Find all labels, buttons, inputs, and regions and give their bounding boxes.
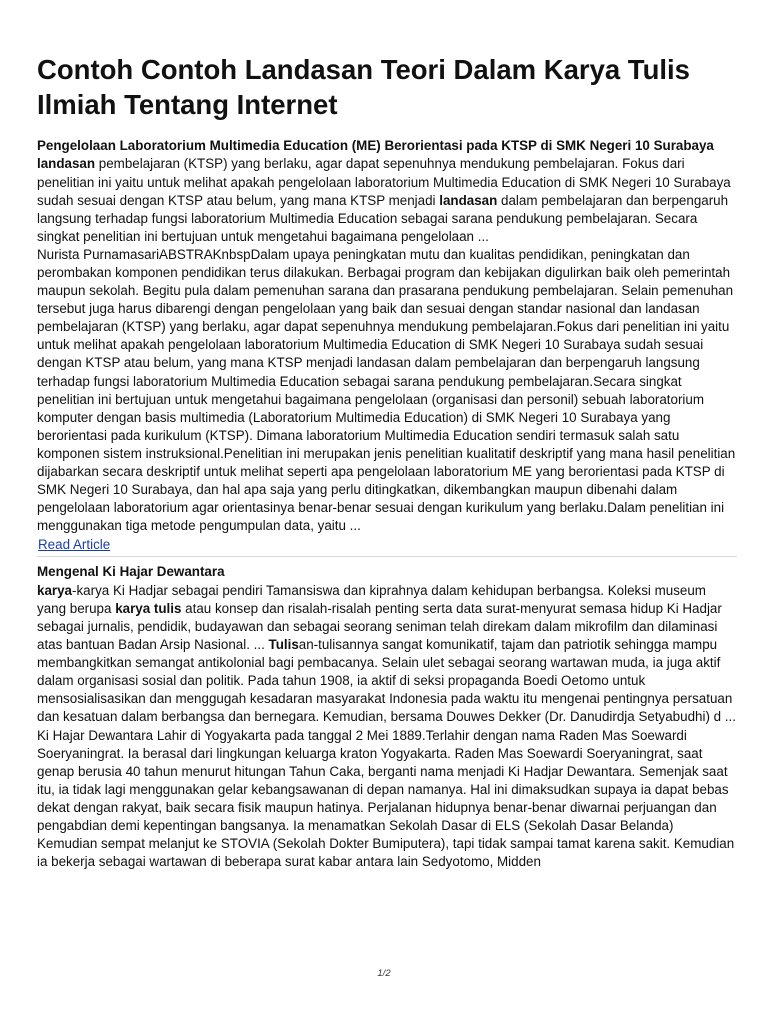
snippet-text: -karya Ki Hadjar sebagai pendiri Tamansiswa dan kiprahnya dalam kehidupan berbangsa. Koleksi museum yang berupa: [37, 582, 706, 616]
page-number: 1/2: [377, 968, 391, 979]
article-divider: [37, 556, 737, 557]
article-snippet: [37, 582, 737, 727]
article-ki-hajar: [37, 563, 737, 871]
document-page: [37, 52, 737, 871]
highlight-term: karya tulis: [115, 600, 182, 616]
page-title: Contoh Contoh Landasan Teori Dalam Karya Tulis Ilmiah Tentang Internet: [37, 54, 690, 120]
snippet-text: atau konsep dan risalah-risalah penting serta data surat-menyurat semasa hidup Ki Hadjar sebagai jurnalis, pendidik, budayawan dan sebagai seorang seniman telah direkam dalam mikrofilm dan dilaminasi atas bantuan Badan Arsip Nasional. ...: [37, 600, 722, 653]
highlight-term: landasan: [37, 156, 96, 172]
highlight-term: karya: [37, 582, 73, 598]
snippet-text: an-tulisannya sangat komunikatif, tajam dan patriotik sehingga mampu membangkitkan semangat antikolonial bagi pembacanya. Selain ulet sebagai seorang wartawan muda, ia juga aktif dalam organisasi sosial dan politik. Pada tahun 1908, ia aktif di seksi propaganda Boedi Oetomo untuk mensosialisasikan dan menggugah kesadaran masyarakat Indonesia pada waktu itu mengenai pentingnya persatuan dan kesatuan dalam berbangsa dan bernegara. Kemudian, bersama Douwes Dekker (Dr. Danudirdja Setyabudhi) d ...: [37, 637, 736, 725]
snippet-text: pembelajaran (KTSP) yang berlaku, agar dapat sepenuhnya mendukung pembelajaran. Fokus dari penelitian ini yaitu untuk melihat apakah pengelolaan laboratorium Multimedia Education di SMK Negeri 10 Surabaya sudah sesuai dengan KTSP atau belum, yang mana KTSP menjadi: [37, 156, 731, 208]
article-heading: Mengenal Ki Hajar Dewantara: [37, 564, 225, 580]
highlight-term: Tulis: [268, 637, 299, 653]
highlight-term: landasan: [439, 192, 498, 208]
article-laboratorium: [37, 137, 737, 554]
article-abstract: Nurista PurnamasariABSTRAKnbspDalam upaya peningkatan mutu dan kualitas pendidikan, peningkatan dan perombakan komponen pendidikan terus dilakukan. Berbagai program dan kebijakan digulirkan baik oleh pemerintah maupun sekolah. Begitu pula dalam pemenuhan sarana dan prasarana pendukung pembelajaran. Selain pemenuhan tersebut juga harus dibarengi dengan pengelolaan yang baik dan sesuai dengan standar nasional dan landasan pembelajaran (KTSP) yang berlaku, agar dapat sepenuhnya mendukung pembelajaran.Fokus dari penelitian ini yaitu untuk melihat apakah pengelolaan laboratorium Multimedia Education di SMK Negeri 10 Surabaya sudah sesuai dengan KTSP atau belum, yang mana KTSP menjadi landasan dalam pembelajaran dan berpengaruh langsung terhadap fungsi laboratorium Multimedia Education sebagai sarana pendukung pembelajaran.Secara singkat penelitian ini bertujuan untuk mengetahui bagaimana pengelolaan (organisasi dan personil) sebuah laboratorium komputer dengan basis multimedia (Laboratorium Multimedia Education) di SMK Negeri 10 Surabaya yang berorientasi pada kurikulum (KTSP). Dimana laboratorium Multimedia Education sendiri termasuk salah satu komponen sistem instruksional.Penelitian ini merupakan jenis penelitian kualitatif deskriptif yang mana hasil penelitian dijabarkan secara deskriptif untuk melihat seperti apa pengelolaan laboratorium ME yang berorientasi pada KTSP di SMK Negeri 10 Surabaya, dan hal apa saja yang perlu ditingkatkan, dikembangkan maupun dibenahi dalam pengelolaan laboratorium agar orientasinya benar-benar sesuai dengan kurikulum yang berlaku.Dalam penelitian ini menggunakan tiga metode pengumpulan data, yaitu ...: [37, 246, 736, 534]
snippet-text: dalam pembelajaran dan berpengaruh langsung terhadap fungsi laboratorium Multimedia Education sebagai sarana pendukung pembelajaran. Secara singkat penelitian ini bertujuan untuk mengetahui bagaimana pengelolaan ...: [37, 192, 729, 244]
article-body: Ki Hajar Dewantara Lahir di Yogyakarta pada tanggal 2 Mei 1889.Terlahir dengan nama Raden Mas Soewardi Soeryaningrat. Ia berasal dari lingkungan keluarga kraton Yogyakarta. Raden Mas Soewardi Soeryaningrat, saat genap berusia 40 tahun menurut hitungan Tahun Caka, berganti nama menjadi Ki Hadjar Dewantara. Semenjak saat itu, ia tidak lagi menggunakan gelar kebangsawanan di depan namanya. Hal ini dimaksudkan supaya ia dapat bebas dekat dengan rakyat, baik secara fisik maupun hatinya. Perjalanan hidupnya benar-benar diwarnai perjuangan dan pengabdian demi kepentingan bangsanya. Ia menamatkan Sekolah Dasar di ELS (Sekolah Dasar Belanda) Kemudian sempat melanjut ke STOVIA (Sekolah Dokter Bumiputera), tapi tidak sampai tamat karena sakit. Kemudian ia bekerja sebagai wartawan di beberapa surat kabar antara lain Sedyotomo, Midden: [37, 727, 735, 870]
article-snippet: [37, 155, 737, 245]
read-article-link[interactable]: Read Article: [38, 537, 111, 553]
article-heading: Pengelolaan Laboratorium Multimedia Education (ME) Berorientasi pada KTSP di SMK Negeri 10 Surabaya: [37, 138, 714, 153]
